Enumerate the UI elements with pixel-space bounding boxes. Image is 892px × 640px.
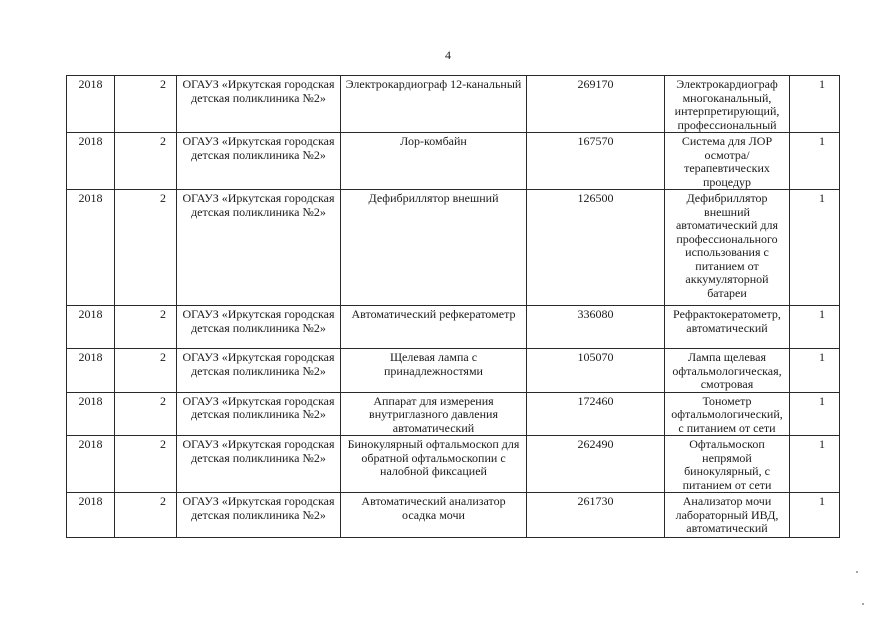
cell-equipment: Щелевая лампа с принадлежностями <box>341 349 527 393</box>
cell-price: 105070 <box>527 349 665 393</box>
cell-classification: Анализатор мочи лабораторный ИВД, автоматический <box>665 493 790 538</box>
cell-equipment: Автоматический рефкератометр <box>341 306 527 349</box>
cell-classification: Рефрактокератометр, автоматический <box>665 306 790 349</box>
cell-number: 2 <box>115 133 177 190</box>
equipment-table <box>66 75 840 538</box>
cell-organization: ОГАУЗ «Иркутская городская детская поликлиника №2» <box>177 349 341 393</box>
cell-number: 2 <box>115 392 177 436</box>
scan-speck <box>862 603 864 605</box>
cell-price: 336080 <box>527 306 665 349</box>
cell-year: 2018 <box>67 349 115 393</box>
cell-quantity: 1 <box>790 349 840 393</box>
cell-price: 167570 <box>527 133 665 190</box>
cell-equipment: Электрокардиограф 12-канальный <box>341 76 527 133</box>
table-row <box>67 349 840 393</box>
cell-year: 2018 <box>67 493 115 538</box>
table-row <box>67 306 840 349</box>
cell-organization: ОГАУЗ «Иркутская городская детская поликлиника №2» <box>177 306 341 349</box>
cell-classification: Система для ЛОР осмотра/ терапевтических процедур <box>665 133 790 190</box>
cell-quantity: 1 <box>790 190 840 306</box>
cell-classification: Электрокардиограф многоканальный, интерпретирующий, профессиональный <box>665 76 790 133</box>
cell-organization: ОГАУЗ «Иркутская городская детская поликлиника №2» <box>177 392 341 436</box>
cell-quantity: 1 <box>790 493 840 538</box>
cell-classification: Тонометр офтальмологический, с питанием от сети <box>665 392 790 436</box>
table-row <box>67 76 840 133</box>
cell-organization: ОГАУЗ «Иркутская городская детская поликлиника №2» <box>177 436 341 493</box>
cell-quantity: 1 <box>790 306 840 349</box>
page-number: 4 <box>445 48 451 62</box>
cell-classification: Лампа щелевая офтальмологическая, смотровая <box>665 349 790 393</box>
cell-classification: Офтальмоскоп непрямой бинокулярный, с питанием от сети <box>665 436 790 493</box>
cell-number: 2 <box>115 306 177 349</box>
cell-price: 126500 <box>527 190 665 306</box>
cell-year: 2018 <box>67 76 115 133</box>
cell-year: 2018 <box>67 392 115 436</box>
cell-quantity: 1 <box>790 76 840 133</box>
cell-organization: ОГАУЗ «Иркутская городская детская поликлиника №2» <box>177 133 341 190</box>
cell-organization: ОГАУЗ «Иркутская городская детская поликлиника №2» <box>177 493 341 538</box>
cell-equipment: Автоматический анализатор осадка мочи <box>341 493 527 538</box>
table-row <box>67 436 840 493</box>
cell-organization: ОГАУЗ «Иркутская городская детская поликлиника №2» <box>177 190 341 306</box>
cell-year: 2018 <box>67 133 115 190</box>
cell-equipment: Бинокулярный офтальмоскоп для обратной офтальмоскопии с налобной фиксацией <box>341 436 527 493</box>
cell-classification: Дефибриллятор внешний автоматический для профессионального использования с питанием от аккумуляторной батареи <box>665 190 790 306</box>
table-row <box>67 190 840 306</box>
cell-quantity: 1 <box>790 436 840 493</box>
cell-organization: ОГАУЗ «Иркутская городская детская поликлиника №2» <box>177 76 341 133</box>
cell-quantity: 1 <box>790 392 840 436</box>
table-row <box>67 133 840 190</box>
table-body <box>67 76 840 538</box>
cell-number: 2 <box>115 190 177 306</box>
cell-year: 2018 <box>67 436 115 493</box>
cell-price: 262490 <box>527 436 665 493</box>
cell-year: 2018 <box>67 190 115 306</box>
cell-equipment: Лор-комбайн <box>341 133 527 190</box>
cell-quantity: 1 <box>790 133 840 190</box>
cell-number: 2 <box>115 349 177 393</box>
cell-number: 2 <box>115 436 177 493</box>
cell-price: 269170 <box>527 76 665 133</box>
cell-number: 2 <box>115 76 177 133</box>
cell-equipment: Дефибриллятор внешний <box>341 190 527 306</box>
cell-price: 261730 <box>527 493 665 538</box>
table-row <box>67 493 840 538</box>
scan-speck <box>856 571 858 573</box>
table-row <box>67 392 840 436</box>
cell-equipment: Аппарат для измерения внутриглазного давления автоматический <box>341 392 527 436</box>
cell-year: 2018 <box>67 306 115 349</box>
cell-price: 172460 <box>527 392 665 436</box>
cell-number: 2 <box>115 493 177 538</box>
